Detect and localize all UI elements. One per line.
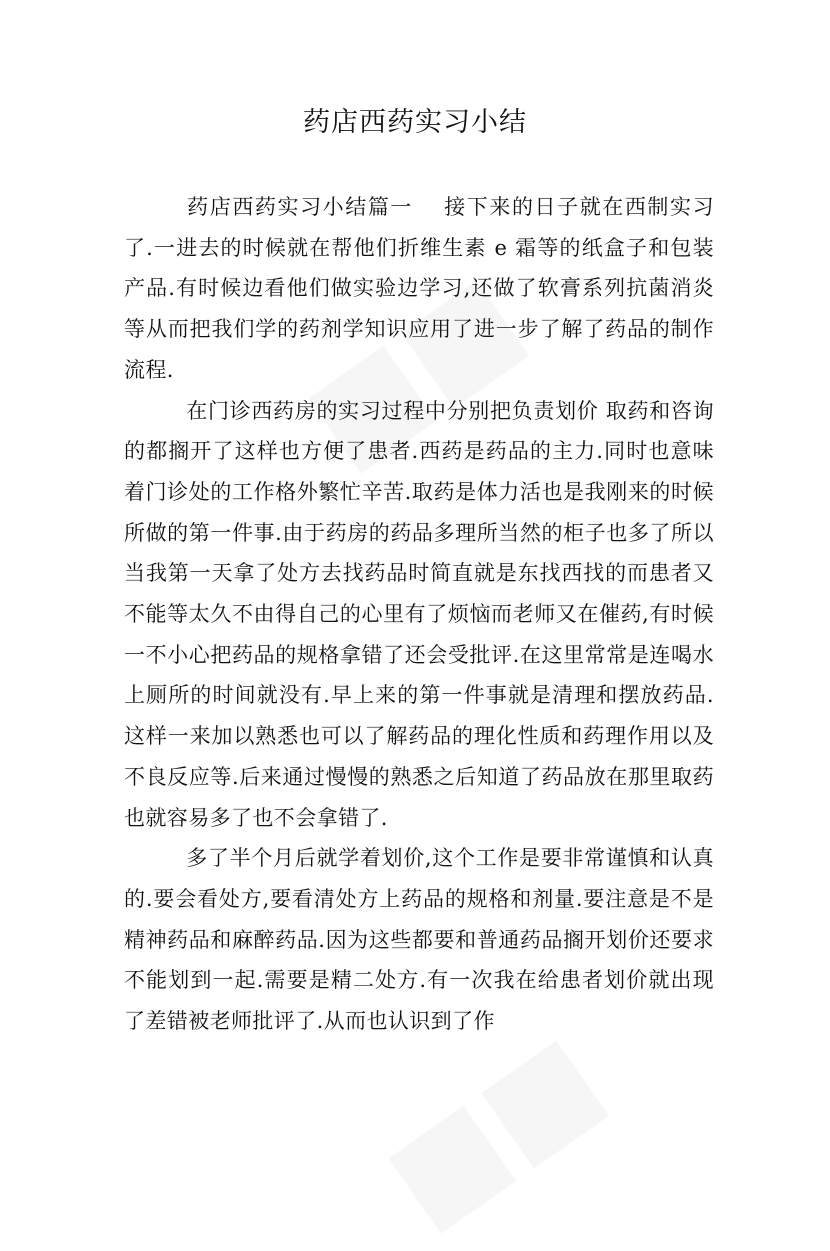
paragraph-3: [124, 838, 714, 1042]
section-heading: 药店西药实习小结篇一: [186, 195, 414, 219]
document-body: [124, 187, 714, 1042]
paragraph-2: [124, 391, 714, 839]
paragraph-text: 接下来的日子就在西制实习了.一进去的时候就在帮他们折维生素 e 霜等的纸盒子和包装产品.有时候边看他们做实验边学习,还做了软膏系列抗菌消炎等从而把我们学的药剂学知识应用了进一步了解了药品的制作流程.: [124, 195, 714, 382]
document-title: 药店西药实习小结: [303, 107, 527, 138]
paragraph-text: 在门诊西药房的实习过程中分别把负责划价 取药和咨询的都搁开了这样也方便了患者.西药是药品的主力.同时也意味着门诊处的工作格外繁忙辛苦.取药是体力活也是我刚来的时候所做的第一件事.由于药房的药品多理所当然的柜子也多了所以当我第一天拿了处方去找药品时简直就是东找西找的而患者又不能等太久不由得自己的心里有了烦恼而老师又在催药,有时候一不小心把药品的规格拿错了还会受批评.在这里常常是连喝水上厕所的时间就没有.早上来的第一件事就是清理和摆放药品.这样一来加以熟悉也可以了解药品的理化性质和药理作用以及不良反应等.后来通过慢慢的熟悉之后知道了药品放在那里取药也就容易多了也不会拿错了.: [124, 398, 714, 830]
paragraph-1: [124, 187, 714, 391]
watermark-mark: [361, 1008, 626, 1251]
paragraph-text: 多了半个月后就学着划价,这个工作是要非常谨慎和认真的.要会看处方,要看清处方上药品的规格和剂量.要注意是不是精神药品和麻醉药品.因为这些都要和普通药品搁开划价还要求不能划到一起.需要是精二处方.有一次我在给患者划价就出现了差错被老师批评了.从而也认识到了作: [124, 846, 714, 1034]
